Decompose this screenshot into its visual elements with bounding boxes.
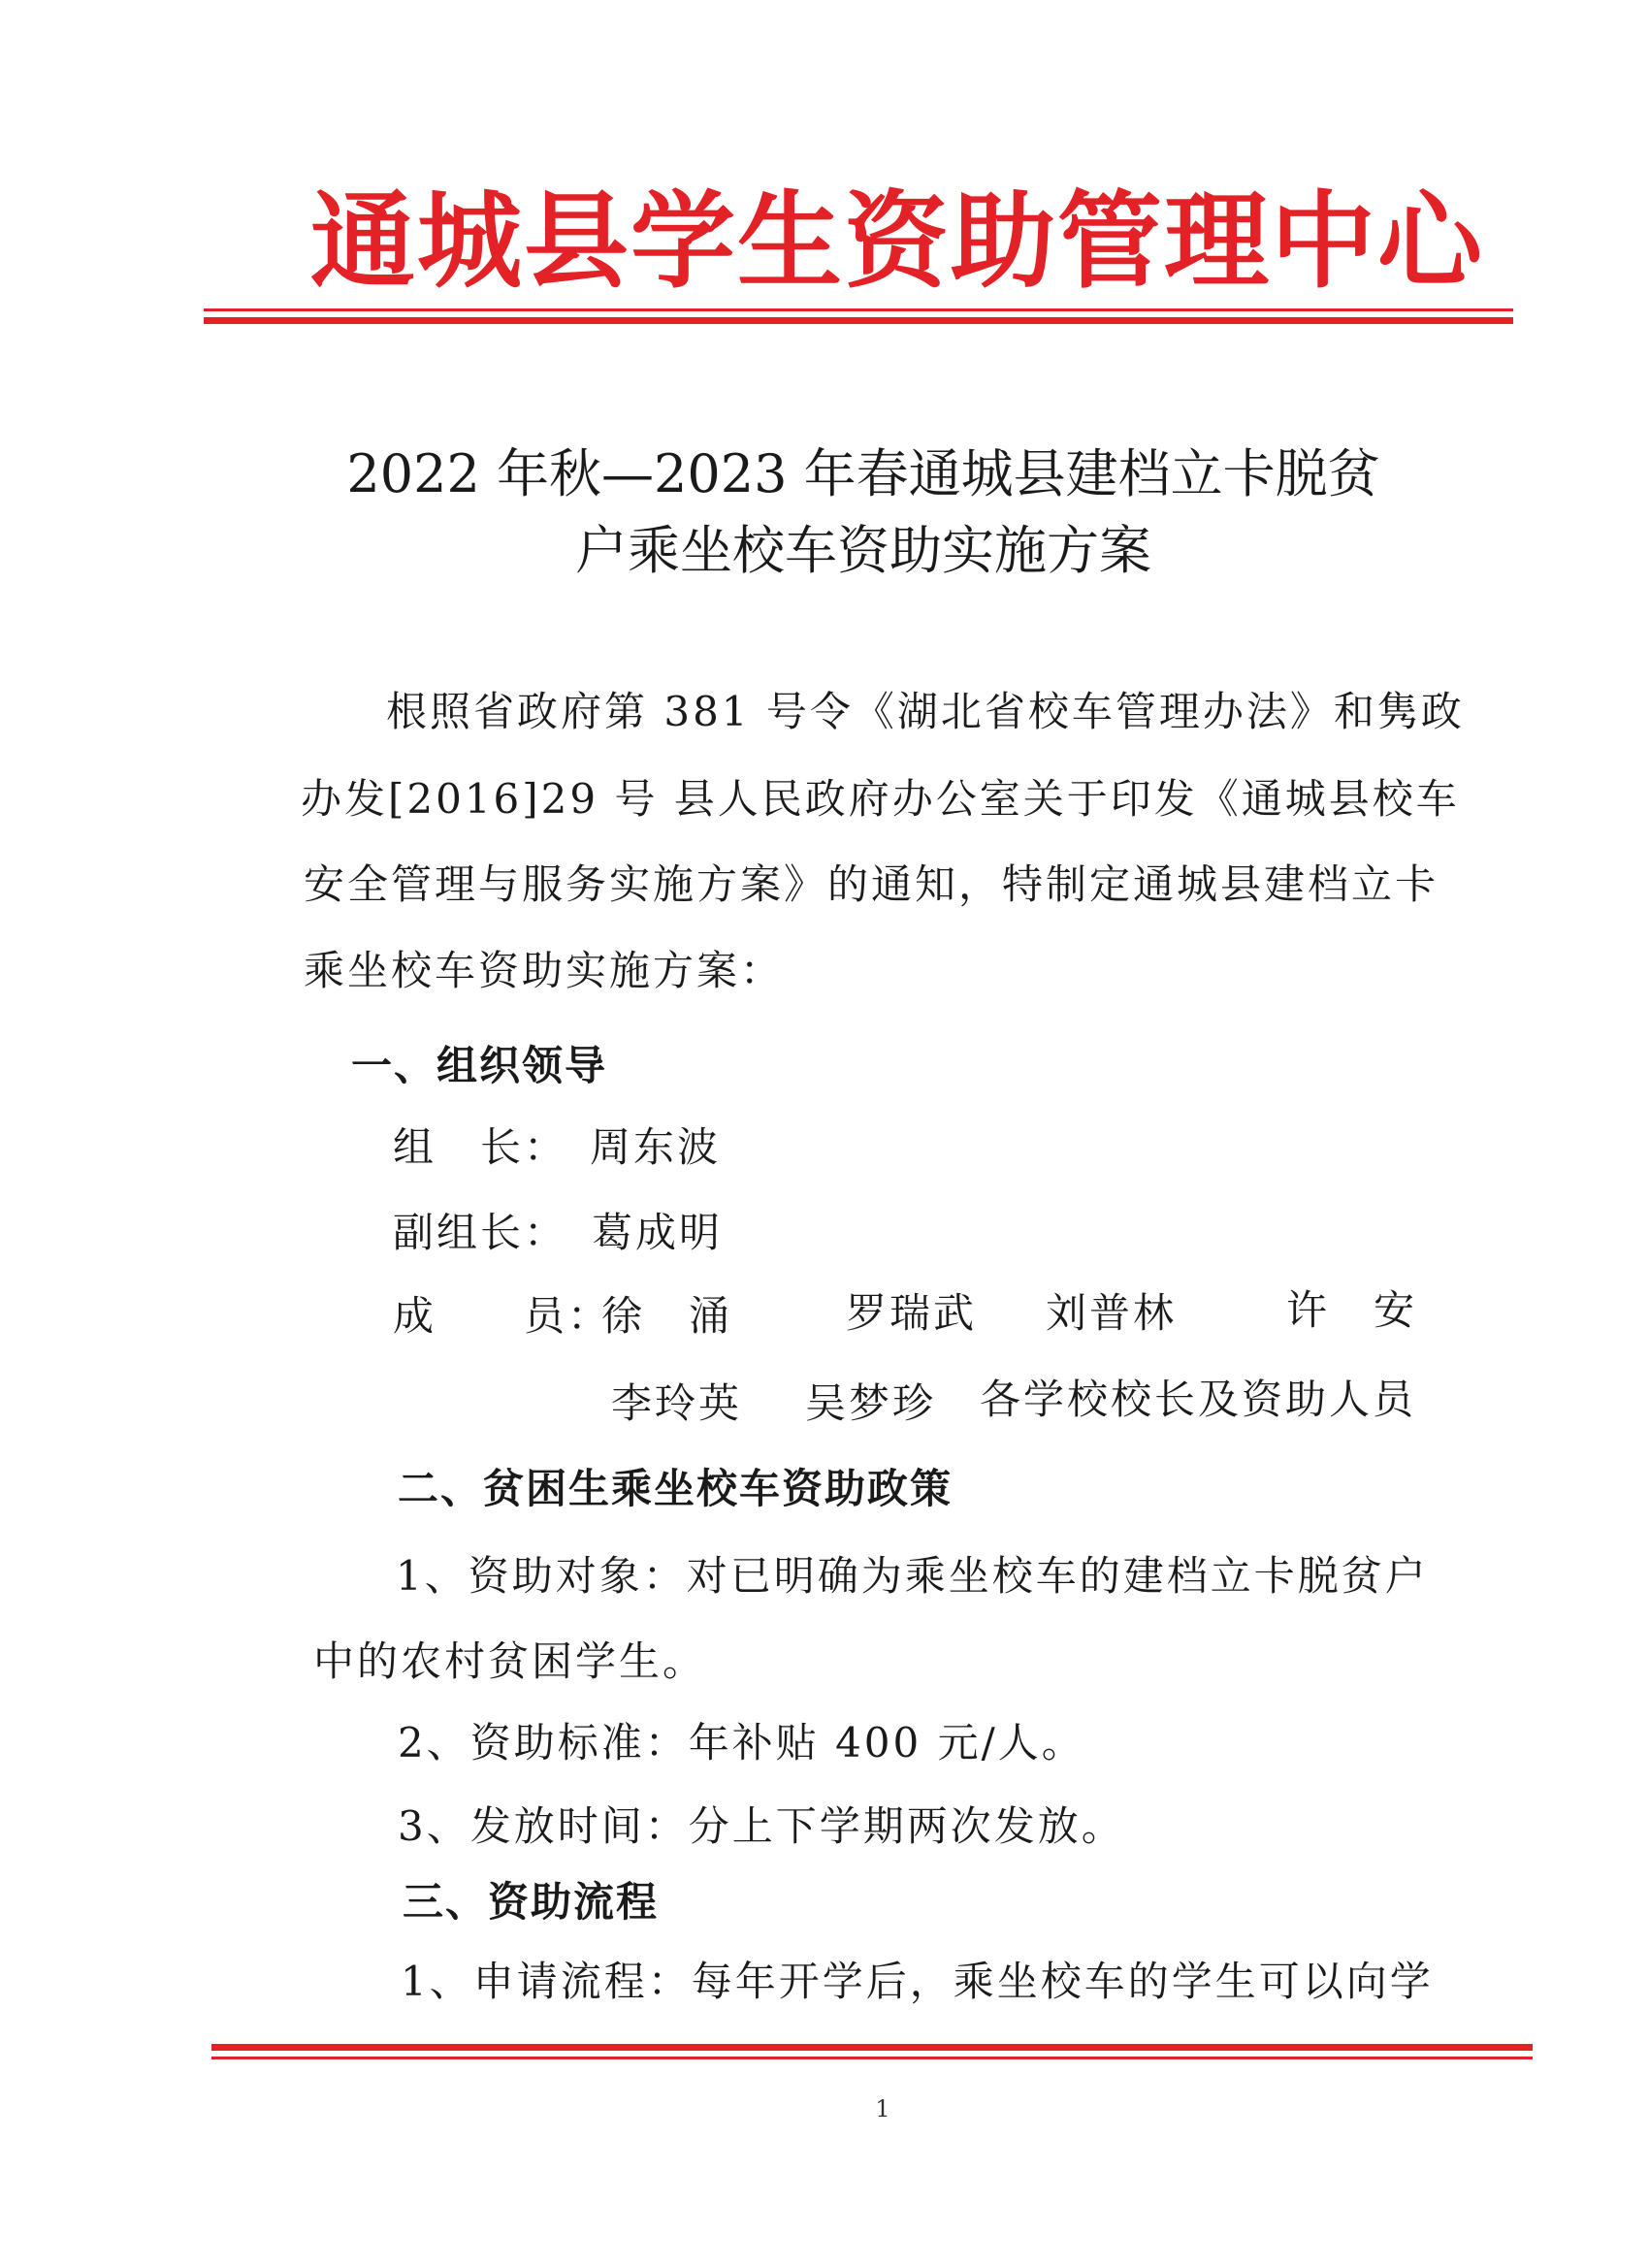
letterhead-rule <box>204 308 1513 324</box>
intro-line-1: 根照省政府第 381 号令《湖北省校车管理办法》和隽政 <box>386 688 1465 735</box>
policy-item-2: 2、资助标准：年补贴 400 元/人。 <box>398 1719 1085 1766</box>
policy-item-1-line1: 1、资助对象：对已明确为乘坐校车的建档立卡脱贫户 <box>396 1552 1429 1600</box>
process-item-1-line1: 1、申请流程：每年开学后，乘坐校车的学生可以向学 <box>401 1958 1434 2005</box>
section-heading-organization: 一、组织领导 <box>351 1042 608 1089</box>
letterhead-title: 通城县学生资助管理中心 <box>310 180 1485 303</box>
section-heading-process: 三、资助流程 <box>403 1878 660 1926</box>
page-number: 1 <box>875 2095 890 2122</box>
member-name: 徐 涌 <box>601 1292 733 1340</box>
document-title-line2: 户乘坐校车资助实施方案 <box>575 520 1151 581</box>
leader-name: 周东波 <box>590 1123 722 1171</box>
member-name: 许 安 <box>1286 1286 1418 1334</box>
deputy-name: 葛成明 <box>592 1209 724 1256</box>
members-label: 成 员： <box>393 1292 612 1340</box>
intro-line-4: 乘坐校车资助实施方案： <box>304 947 785 994</box>
member-name: 刘普林 <box>1046 1289 1178 1337</box>
footer-rule <box>211 2044 1533 2059</box>
member-name: 吴梦珍 <box>805 1379 937 1427</box>
intro-line-3: 安全管理与服务实施方案》的通知，特制定通城县建档立卡 <box>304 860 1439 908</box>
section-heading-policy: 二、贫困生乘坐校车资助政策 <box>398 1465 954 1512</box>
policy-item-3: 3、发放时间：分上下学期两次发放。 <box>398 1802 1125 1850</box>
member-name: 各学校校长及资助人员 <box>980 1376 1417 1423</box>
deputy-label: 副组长： <box>393 1209 568 1256</box>
member-name: 李玲英 <box>611 1379 743 1427</box>
policy-item-1-line2: 中的农村贫困学生。 <box>313 1637 707 1685</box>
intro-line-2: 办发[2016]29 号 县人民政府办公室关于印发《通城县校车 <box>301 775 1460 823</box>
document-title-line1: 2022 年秋—2023 年春通城县建档立卡脱贫 <box>346 443 1380 504</box>
leader-label: 组 长： <box>393 1123 568 1171</box>
member-name: 罗瑞武 <box>846 1289 978 1337</box>
